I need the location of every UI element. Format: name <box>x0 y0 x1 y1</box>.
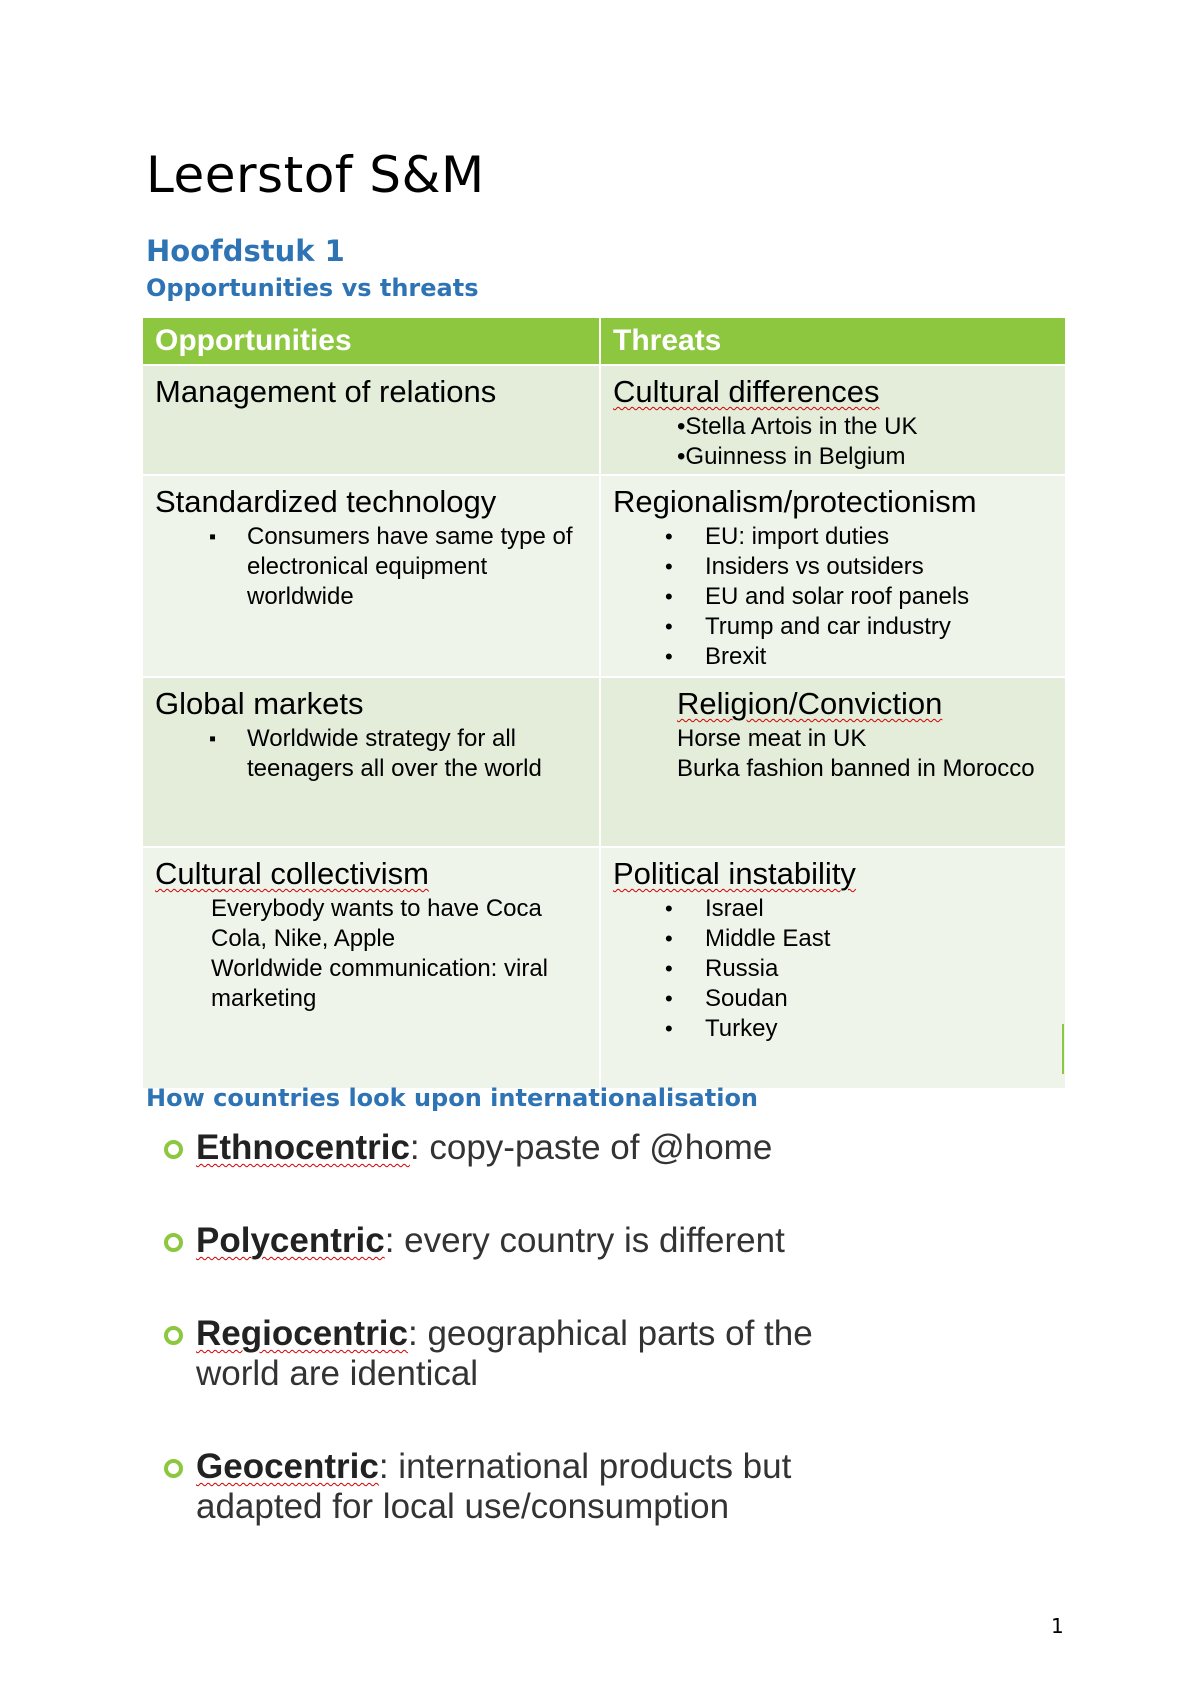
threat-title: Regionalism/protectionism <box>613 484 977 519</box>
opportunity-title: Cultural collectivism <box>155 856 429 891</box>
opportunities-threats-table <box>143 318 1065 1090</box>
list-item: • Insiders vs outsiders <box>601 552 1055 582</box>
list-item: • EU and solar roof panels <box>601 582 1055 612</box>
section-heading-opportunities-threats: Opportunities vs threats <box>146 274 479 302</box>
threat-title: Religion/Conviction <box>677 686 943 721</box>
page-title: Leerstof S&M <box>146 146 485 204</box>
opportunity-cell <box>143 678 601 846</box>
header-threats: Threats <box>601 318 1065 364</box>
list-item <box>160 1314 856 1394</box>
threat-cell <box>601 366 1065 474</box>
circle-bullet-icon <box>164 1140 183 1159</box>
list-item: • EU: import duties <box>601 522 1055 552</box>
circle-bullet-icon <box>164 1326 183 1345</box>
threat-title: Cultural differences <box>613 374 880 409</box>
list-item: • Trump and car industry <box>601 612 1055 642</box>
opportunity-line: Everybody wants to have Coca Cola, Nike, Apple <box>211 895 542 952</box>
list-item: • Russia <box>601 954 1055 984</box>
header-opportunities: Opportunities <box>143 318 601 364</box>
table-row <box>143 848 1065 1090</box>
approaches-list <box>160 1128 1060 1580</box>
chapter-heading: Hoofdstuk 1 <box>146 234 345 268</box>
approach-desc: : geographical parts of the world are identical <box>196 1314 813 1393</box>
approach-desc: : international products but adapted for local use/consumption <box>196 1447 792 1526</box>
list-item: • Brexit <box>601 642 1055 672</box>
approach-term: Polycentric <box>196 1221 385 1260</box>
threat-line: •Stella Artois in the UK <box>677 413 918 440</box>
circle-bullet-icon <box>164 1233 183 1252</box>
circle-bullet-icon <box>164 1459 183 1478</box>
list-item <box>160 1128 1060 1168</box>
opportunity-title: Management of relations <box>155 374 497 409</box>
opportunity-title: Global markets <box>155 686 364 721</box>
table-header-row <box>143 318 1065 366</box>
opportunity-title: Standardized technology <box>155 484 497 519</box>
list-item: ▪ Consumers have same type of electronical equipment worldwide <box>143 522 589 612</box>
section-heading-internationalisation: How countries look upon internationalisation <box>146 1084 759 1112</box>
threat-title: Political instability <box>613 856 856 891</box>
threat-line: •Guinness in Belgium <box>677 443 906 470</box>
threat-line: Burka fashion banned in Morocco <box>677 755 1035 782</box>
list-item <box>160 1447 856 1527</box>
table-row <box>143 476 1065 678</box>
approach-term: Ethnocentric <box>196 1128 410 1167</box>
table-edge-mark <box>1062 1024 1064 1074</box>
opportunity-cell <box>143 848 601 1088</box>
opportunity-line: Worldwide communication: viral marketing <box>211 955 549 1012</box>
list-item: • Turkey <box>601 1014 1055 1044</box>
page-number: 1 <box>1051 1614 1064 1638</box>
approach-term: Regiocentric <box>196 1314 408 1353</box>
list-item <box>160 1221 1060 1261</box>
list-item: • Israel <box>601 894 1055 924</box>
threat-cell <box>601 848 1065 1088</box>
table-row <box>143 366 1065 476</box>
approach-term: Geocentric <box>196 1447 379 1486</box>
threat-cell <box>601 678 1065 846</box>
table-row <box>143 678 1065 848</box>
approach-desc: : every country is different <box>384 1221 785 1260</box>
threat-line: Horse meat in UK <box>677 725 867 752</box>
opportunity-cell <box>143 366 601 474</box>
list-item: • Middle East <box>601 924 1055 954</box>
list-item: ▪ Worldwide strategy for all teenagers all over the world <box>143 724 589 784</box>
list-item: • Soudan <box>601 984 1055 1014</box>
opportunity-cell <box>143 476 601 676</box>
threat-cell <box>601 476 1065 676</box>
approach-desc: : copy-paste of @home <box>409 1128 773 1167</box>
